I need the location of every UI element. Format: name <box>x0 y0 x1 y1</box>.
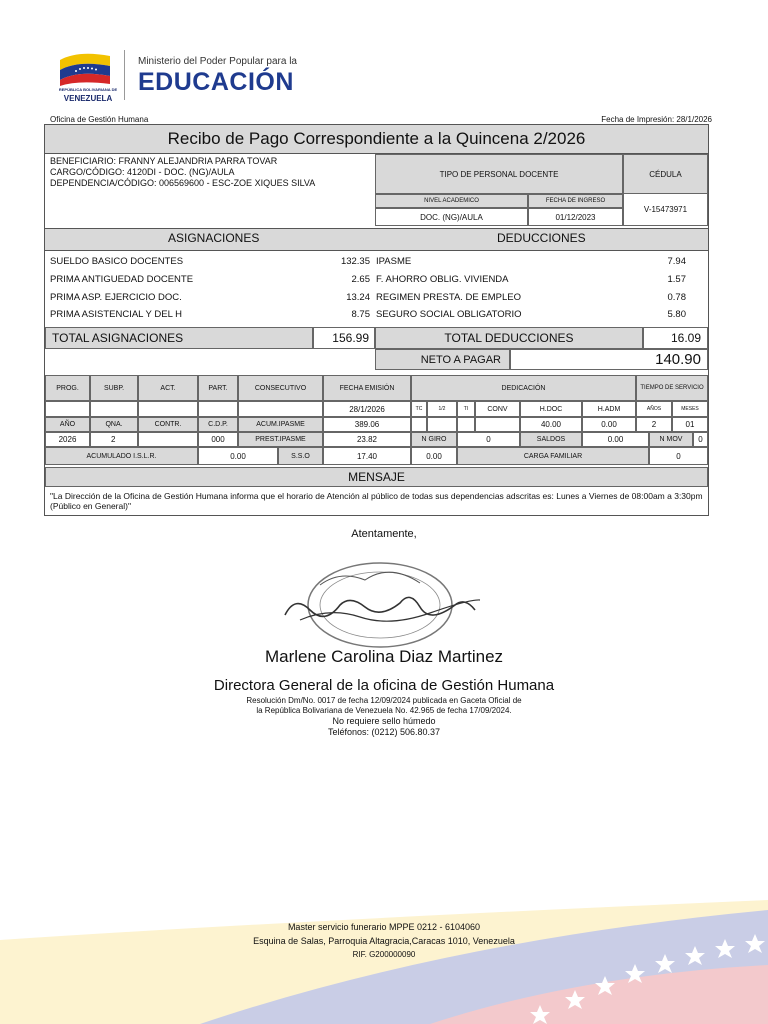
acum-ipasme-label: ACUM.IPASME <box>238 417 323 432</box>
neto-value: 140.90 <box>510 349 708 370</box>
total-deducciones-label: TOTAL DEDUCCIONES <box>375 327 643 349</box>
hadm-label: H.ADM <box>582 401 636 417</box>
fecha-emision-header: FECHA EMISIÓN <box>323 375 411 401</box>
saldos-label: SALDOS <box>520 432 582 447</box>
half-value <box>427 417 457 432</box>
part-value <box>198 401 238 417</box>
beneficiary-cargo: CARGO/CÓDIGO: 4120DI - DOC. (NG)/AULA <box>50 167 235 177</box>
logo-country: VENEZUELA <box>63 94 113 103</box>
asig-label-2: PRIMA ASP. EJERCICIO DOC. <box>50 292 182 303</box>
ded-amount-0: 7.94 <box>667 256 686 267</box>
seal-note: No requiere sello húmedo <box>332 716 436 726</box>
sso-label: S.S.O <box>278 447 323 465</box>
education-title: EDUCACIÓN <box>138 68 294 96</box>
ingreso-header: FECHA DE INGRESO <box>528 194 623 208</box>
carga-familiar-label: CARGA FAMILIAR <box>457 447 649 465</box>
nivel-header: NIVEL ACADEMICO <box>375 194 528 208</box>
beneficiary-name: BENEFICIARIO: FRANNY ALEJANDRIA PARRA TOVAR <box>50 156 278 166</box>
asig-amount-0: 132.35 <box>340 256 370 267</box>
footer-line1: Master servicio funerario MPPE 0212 - 6104060 <box>287 922 481 932</box>
prog-value <box>45 401 90 417</box>
resolution-line1: Resolución Dm/No. 0017 de fecha 12/09/2024 publicada en Gaceta Oficial de <box>246 696 522 705</box>
signer-title: Directora General de la oficina de Gestión Humana <box>213 677 555 694</box>
hdoc-value: 40.00 <box>520 417 582 432</box>
sso-extra-value: 0.00 <box>411 447 457 465</box>
anos-value: 2 <box>636 417 672 432</box>
logo-divider <box>124 50 125 100</box>
ded-label-0: IPASME <box>376 256 412 267</box>
beneficiary-block <box>50 156 315 189</box>
hadm-value: 0.00 <box>582 417 636 432</box>
contr-value <box>138 432 198 447</box>
mensaje-title: MENSAJE <box>45 467 708 487</box>
tipo-personal-header: TIPO DE PERSONAL DOCENTE <box>375 154 623 194</box>
hdoc-label: H.DOC <box>520 401 582 417</box>
beneficiary-dependency: DEPENDENCIA/CÓDIGO: 006569600 - ESC-ZOE XIQUES SILVA <box>50 178 316 188</box>
logo-caption: REPÚBLICA BOLIVARIANA DE <box>58 87 118 92</box>
closing-text: Atentamente, <box>351 528 417 540</box>
act-value <box>138 401 198 417</box>
total-deducciones-value: 16.09 <box>643 327 708 349</box>
print-date: Fecha de Impresión: 28/1/2026 <box>601 115 712 124</box>
signer-name: Marlene Carolina Diaz Martinez <box>264 647 504 666</box>
consecutivo-value <box>238 401 323 417</box>
tc-value <box>411 417 427 432</box>
ded-label-2: REGIMEN PRESTA. DE EMPLEO <box>376 292 521 303</box>
mensaje-text: "La Dirección de la Oficina de Gestión Humana informa que el horario de Atención al público de todas sus dependencias adscritas es: Lunes a Viernes de 08:00am a 3:30pm (Público en General)" <box>50 491 703 511</box>
asig-label-3: PRIMA ASISTENCIAL Y DEL H <box>50 309 182 320</box>
nmov-label: N MOV <box>649 432 693 447</box>
cedula-header: CÉDULA <box>623 154 708 194</box>
ti-value <box>457 417 475 432</box>
prest-ipasme-value: 23.82 <box>323 432 411 447</box>
ded-amount-3: 5.80 <box>667 309 686 320</box>
nmov-value: 0 <box>693 432 708 447</box>
meses-value: 01 <box>672 417 708 432</box>
ded-amount-2: 0.78 <box>667 292 686 303</box>
subp-header: SUBP. <box>90 375 138 401</box>
ngiro-label: N GIRO <box>411 432 457 447</box>
ded-label-1: F. AHORRO OBLIG. VIVIENDA <box>376 274 509 285</box>
acum-ipasme-value: 389.06 <box>323 417 411 432</box>
asig-amount-3: 8.75 <box>351 309 370 320</box>
sso-value: 17.40 <box>323 447 411 465</box>
conv-label: CONV <box>475 401 520 417</box>
half-label: 1/2 <box>427 401 457 417</box>
asig-label-0: SUELDO BASICO DOCENTES <box>50 256 184 267</box>
signature-stamp-image <box>270 555 490 655</box>
nivel-value: DOC. (NG)/AULA <box>375 208 528 226</box>
footer-line2: Esquina de Salas, Parroquia Altagracia,Caracas 1010, Venezuela <box>253 936 515 946</box>
consecutivo-header: CONSECUTIVO <box>238 375 323 401</box>
deducciones-title: DEDUCCIONES <box>497 231 586 245</box>
neto-label: NETO A PAGAR <box>375 349 510 370</box>
cdp-value: 000 <box>198 432 238 447</box>
footer-line3: RIF. G200000090 <box>352 950 416 959</box>
asig-label-1: PRIMA ANTIGUEDAD DOCENTE <box>50 274 194 285</box>
resolution-line2: la República Bolivariana de Venezuela No. 42.965 de fecha 17/09/2024. <box>256 706 512 715</box>
conv-value <box>475 417 520 432</box>
contr-header: CONTR. <box>138 417 198 432</box>
fecha-emision-value: 28/1/2026 <box>323 401 411 417</box>
islr-value: 0.00 <box>198 447 278 465</box>
ngiro-value: 0 <box>457 432 520 447</box>
ministry-label: Ministerio del Poder Popular para la <box>138 56 297 67</box>
ti-label: TI <box>457 401 475 417</box>
asig-amount-1: 2.65 <box>351 274 370 285</box>
prog-header: PROG. <box>45 375 90 401</box>
subp-value <box>90 401 138 417</box>
asig-amount-2: 13.24 <box>346 292 370 303</box>
receipt-title: Recibo de Pago Correspondiente a la Quincena 2/2026 <box>45 125 708 154</box>
meses-label: MESES <box>672 401 708 417</box>
phones: Teléfonos: (0212) 506.80.37 <box>327 727 441 737</box>
venezuela-flag-icon <box>58 52 112 86</box>
part-header: PART. <box>198 375 238 401</box>
carga-familiar-value: 0 <box>649 447 708 465</box>
concept-header-bar <box>45 228 708 251</box>
ingreso-value: 01/12/2023 <box>528 208 623 226</box>
islr-label: ACUMULADO I.S.L.R. <box>45 447 198 465</box>
act-header: ACT. <box>138 375 198 401</box>
anos-label: AÑOS <box>636 401 672 417</box>
office-label: Oficina de Gestión Humana <box>50 115 149 124</box>
asignaciones-title: ASIGNACIONES <box>168 231 260 245</box>
qna-value: 2 <box>90 432 138 447</box>
tc-label: TC <box>411 401 427 417</box>
ano-value: 2026 <box>45 432 90 447</box>
saldos-value: 0.00 <box>582 432 649 447</box>
cedula-value: V-15473971 <box>623 194 708 226</box>
tiempo-servicio-header: TIEMPO DE SERVICIO <box>636 375 708 401</box>
ded-amount-1: 1.57 <box>667 274 686 285</box>
total-asignaciones-label: TOTAL ASIGNACIONES <box>45 327 313 349</box>
prest-ipasme-label: PREST.IPASME <box>238 432 323 447</box>
ded-label-3: SEGURO SOCIAL OBLIGATORIO <box>376 309 522 320</box>
qna-header: QNA. <box>90 417 138 432</box>
ano-header: AÑO <box>45 417 90 432</box>
cdp-header: C.D.P. <box>198 417 238 432</box>
total-asignaciones-value: 156.99 <box>313 327 375 349</box>
dedicacion-header: DEDICACIÓN <box>411 375 636 401</box>
